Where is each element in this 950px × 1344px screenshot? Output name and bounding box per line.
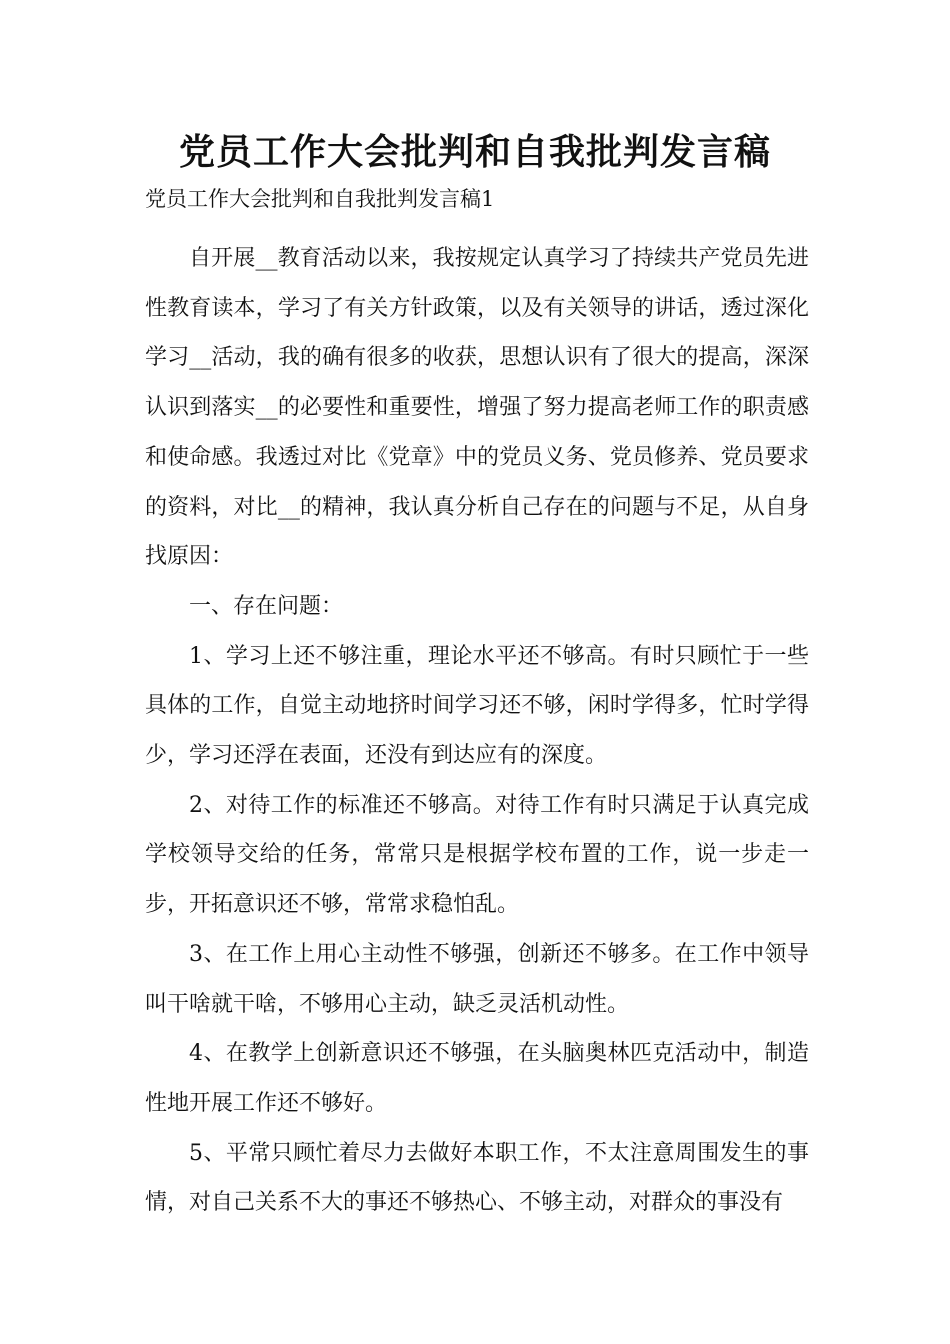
document-subtitle: 党员工作大会批判和自我批判发言稿1 [145, 187, 495, 211]
paragraph: 自开展__教育活动以来，我按规定认真学习了持续共产党员先进性教育读本，学习了有关方针政策，以及有关领导的讲话，透过深化学习__活动，我的确有很多的收获，思想认识有了很大的提高，深深认识到落实__的必要性和重要性，增强了努力提高老师工作的职责感和使命感。我透过对比《党章》中的党员义务、党员修养、党员要求的资料，对比__的精神，我认真分析自己存在的问题与不足，从自身找原因： [145, 246, 809, 570]
paragraph: 3、在工作上用心主动性不够强，创新还不够多。在工作中领导叫干啥就干啥，不够用心主动，缺乏灵活机动性。 [145, 941, 809, 1017]
paragraph: 5、平常只顾忙着尽力去做好本职工作，不太注意周围发生的事情，对自己关系不大的事还不够热心、不够主动，对群众的事没有 [145, 1140, 809, 1216]
paragraph: 一、存在问题： [189, 593, 344, 619]
paragraph: 4、在教学上创新意识还不够强，在头脑奥林匹克活动中，制造性地开展工作还不够好。 [145, 1041, 809, 1116]
document-title: 党员工作大会批判和自我批判发言稿 [178, 132, 771, 173]
paragraph: 2、对待工作的标准还不够高。对待工作有时只满足于认真完成学校领导交给的任务，常常只是根据学校布置的工作，说一步走一步，开拓意识还不够，常常求稳怕乱。 [145, 792, 809, 918]
paragraph: 1、学习上还不够注重，理论水平还不够高。有时只顾忙于一些具体的工作，自觉主动地挤时间学习还不够，闲时学得多，忙时学得少，学习还浮在表面，还没有到达应有的深度。 [145, 643, 809, 769]
document-body [145, 234, 809, 1228]
